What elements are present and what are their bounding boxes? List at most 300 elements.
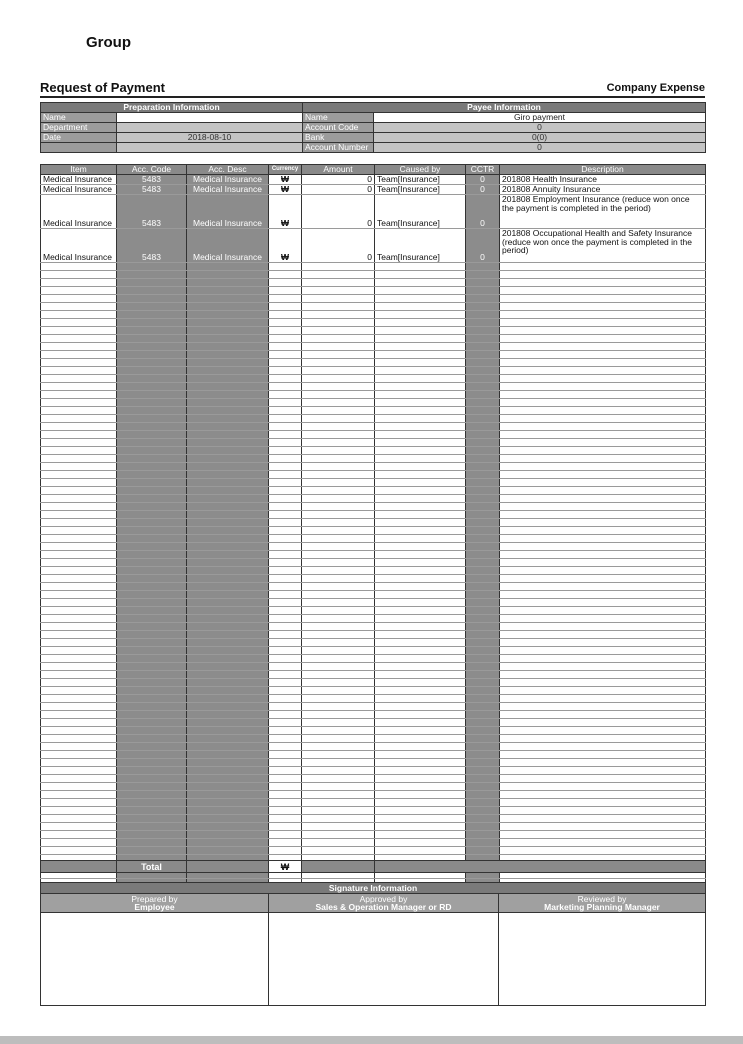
empty-cell	[187, 631, 269, 639]
row-amount: 0	[302, 175, 375, 185]
items-table	[40, 164, 706, 951]
empty-cell	[375, 383, 466, 391]
empty-cell	[117, 815, 187, 823]
empty-cell	[41, 719, 117, 727]
empty-row	[41, 303, 706, 311]
reviewed-by-header	[499, 894, 706, 913]
empty-cell	[269, 679, 302, 687]
empty-row	[41, 671, 706, 679]
empty-cell	[375, 439, 466, 447]
empty-cell	[375, 727, 466, 735]
empty-row	[41, 847, 706, 855]
empty-row	[41, 711, 706, 719]
empty-cell	[466, 295, 500, 303]
empty-cell	[117, 823, 187, 831]
row-acc-code: 5483	[117, 195, 187, 229]
row-cctr: 0	[466, 229, 500, 263]
empty-cell	[187, 535, 269, 543]
empty-cell	[500, 447, 706, 455]
empty-cell	[117, 391, 187, 399]
empty-cell	[500, 407, 706, 415]
empty-row	[41, 383, 706, 391]
empty-cell	[500, 687, 706, 695]
empty-cell	[466, 415, 500, 423]
empty-cell	[375, 319, 466, 327]
empty-cell	[269, 383, 302, 391]
empty-cell	[117, 607, 187, 615]
empty-cell	[187, 383, 269, 391]
empty-cell	[500, 495, 706, 503]
empty-cell	[466, 711, 500, 719]
empty-cell	[41, 639, 117, 647]
empty-cell	[269, 279, 302, 287]
empty-cell	[500, 615, 706, 623]
empty-cell	[117, 839, 187, 847]
empty-cell	[41, 263, 117, 271]
empty-row	[41, 431, 706, 439]
total-currency: ₩	[269, 861, 302, 873]
empty-cell	[187, 663, 269, 671]
empty-cell	[466, 615, 500, 623]
empty-cell	[41, 311, 117, 319]
row-item: Medical Insurance	[41, 195, 117, 229]
row-description: 201808 Health Insurance	[500, 175, 706, 185]
row-acc-desc: Medical Insurance	[187, 195, 269, 229]
empty-cell	[466, 831, 500, 839]
empty-cell	[466, 727, 500, 735]
empty-cell	[466, 391, 500, 399]
empty-cell	[302, 375, 375, 383]
empty-cell	[466, 663, 500, 671]
empty-cell	[500, 599, 706, 607]
empty-cell	[302, 751, 375, 759]
empty-cell	[187, 831, 269, 839]
empty-cell	[41, 631, 117, 639]
empty-cell	[41, 407, 117, 415]
empty-cell	[187, 671, 269, 679]
empty-cell	[117, 807, 187, 815]
empty-cell	[187, 783, 269, 791]
empty-cell	[41, 303, 117, 311]
empty-cell	[466, 695, 500, 703]
empty-cell	[302, 703, 375, 711]
empty-cell	[117, 751, 187, 759]
empty-cell	[500, 399, 706, 407]
empty-cell	[187, 711, 269, 719]
col-currency: Currency	[269, 165, 302, 175]
empty-cell	[500, 791, 706, 799]
empty-cell	[466, 551, 500, 559]
empty-cell	[375, 527, 466, 535]
empty-cell	[41, 367, 117, 375]
row-amount: 0	[302, 185, 375, 195]
empty-cell	[302, 687, 375, 695]
empty-cell	[375, 471, 466, 479]
empty-cell	[41, 551, 117, 559]
empty-cell	[117, 647, 187, 655]
payee-bank-value: 0(0)	[374, 133, 706, 143]
empty-cell	[302, 671, 375, 679]
empty-cell	[187, 719, 269, 727]
empty-row	[41, 271, 706, 279]
empty-cell	[117, 687, 187, 695]
empty-row	[41, 775, 706, 783]
empty-cell	[269, 543, 302, 551]
payee-heading: Payee Information	[303, 103, 706, 113]
empty-cell	[375, 591, 466, 599]
empty-cell	[41, 671, 117, 679]
empty-row	[41, 479, 706, 487]
empty-cell	[466, 455, 500, 463]
empty-cell	[269, 623, 302, 631]
empty-cell	[500, 527, 706, 535]
prepared-by-header	[41, 894, 269, 913]
empty-cell	[375, 671, 466, 679]
empty-cell	[117, 663, 187, 671]
empty-cell	[187, 559, 269, 567]
empty-cell	[187, 263, 269, 271]
prep-department-value	[117, 123, 303, 133]
empty-cell	[466, 375, 500, 383]
empty-cell	[375, 575, 466, 583]
empty-cell	[500, 535, 706, 543]
empty-cell	[302, 447, 375, 455]
empty-cell	[302, 575, 375, 583]
expense-type-label: Company Expense	[606, 82, 705, 94]
empty-cell	[302, 599, 375, 607]
empty-cell	[41, 591, 117, 599]
empty-cell	[302, 567, 375, 575]
empty-cell	[187, 751, 269, 759]
table-row	[41, 175, 706, 185]
empty-cell	[302, 391, 375, 399]
empty-cell	[117, 727, 187, 735]
empty-cell	[187, 703, 269, 711]
empty-cell	[500, 815, 706, 823]
empty-cell	[375, 711, 466, 719]
empty-row	[41, 687, 706, 695]
empty-cell	[302, 495, 375, 503]
reviewed-by-label: Reviewed by	[577, 893, 627, 904]
empty-cell	[500, 743, 706, 751]
empty-cell	[466, 823, 500, 831]
empty-cell	[375, 655, 466, 663]
empty-cell	[302, 663, 375, 671]
empty-cell	[269, 639, 302, 647]
empty-cell	[117, 567, 187, 575]
empty-cell	[187, 591, 269, 599]
empty-cell	[269, 847, 302, 855]
empty-cell	[302, 415, 375, 423]
empty-cell	[117, 583, 187, 591]
empty-row	[41, 583, 706, 591]
empty-cell	[187, 839, 269, 847]
row-item: Medical Insurance	[41, 185, 117, 195]
empty-cell	[269, 759, 302, 767]
empty-row	[41, 703, 706, 711]
empty-cell	[117, 471, 187, 479]
empty-row	[41, 503, 706, 511]
row-description: 201808 Employment Insurance (reduce won once the payment is completed in the period)	[500, 195, 706, 229]
row-description: 201808 Annuity Insurance	[500, 185, 706, 195]
empty-cell	[117, 551, 187, 559]
empty-cell	[117, 775, 187, 783]
empty-cell	[302, 591, 375, 599]
empty-row	[41, 407, 706, 415]
empty-cell	[187, 543, 269, 551]
empty-cell	[117, 599, 187, 607]
empty-cell	[466, 671, 500, 679]
empty-cell	[269, 503, 302, 511]
empty-cell	[500, 719, 706, 727]
row-acc-desc: Medical Insurance	[187, 229, 269, 263]
empty-cell	[500, 383, 706, 391]
empty-row	[41, 495, 706, 503]
empty-cell	[500, 343, 706, 351]
empty-cell	[187, 527, 269, 535]
empty-cell	[375, 815, 466, 823]
empty-cell	[466, 767, 500, 775]
empty-cell	[41, 335, 117, 343]
empty-cell	[269, 655, 302, 663]
empty-cell	[466, 799, 500, 807]
empty-cell	[375, 607, 466, 615]
empty-cell	[302, 559, 375, 567]
empty-row	[41, 615, 706, 623]
empty-cell	[466, 679, 500, 687]
empty-cell	[187, 343, 269, 351]
empty-cell	[269, 647, 302, 655]
row-caused-by: Team[Insurance]	[375, 175, 466, 185]
empty-cell	[302, 823, 375, 831]
empty-cell	[302, 767, 375, 775]
prepared-by-signature-box[interactable]	[41, 913, 269, 1006]
empty-cell	[375, 463, 466, 471]
preparation-heading: Preparation Information	[41, 103, 303, 113]
empty-cell	[302, 479, 375, 487]
empty-cell	[375, 647, 466, 655]
empty-cell	[302, 423, 375, 431]
empty-cell	[500, 519, 706, 527]
empty-cell	[375, 791, 466, 799]
empty-cell	[302, 615, 375, 623]
empty-cell	[302, 295, 375, 303]
empty-cell	[302, 319, 375, 327]
empty-cell	[269, 487, 302, 495]
empty-cell	[269, 359, 302, 367]
empty-cell	[302, 359, 375, 367]
empty-cell	[302, 287, 375, 295]
empty-cell	[117, 671, 187, 679]
empty-cell	[269, 567, 302, 575]
empty-row	[41, 295, 706, 303]
empty-cell	[500, 463, 706, 471]
empty-cell	[269, 695, 302, 703]
empty-cell	[302, 647, 375, 655]
empty-cell	[302, 719, 375, 727]
empty-cell	[117, 431, 187, 439]
empty-cell	[269, 607, 302, 615]
empty-cell	[375, 495, 466, 503]
empty-cell	[269, 703, 302, 711]
payee-account-number-label: Account Number	[303, 143, 374, 153]
empty-cell	[187, 647, 269, 655]
empty-cell	[187, 423, 269, 431]
empty-cell	[269, 271, 302, 279]
approved-by-signature-box[interactable]	[269, 913, 499, 1006]
empty-cell	[187, 479, 269, 487]
empty-cell	[466, 335, 500, 343]
empty-cell	[187, 615, 269, 623]
empty-cell	[41, 703, 117, 711]
empty-cell	[41, 759, 117, 767]
empty-cell	[269, 415, 302, 423]
empty-cell	[500, 727, 706, 735]
empty-cell	[41, 439, 117, 447]
empty-cell	[187, 519, 269, 527]
empty-cell	[41, 607, 117, 615]
empty-cell	[187, 367, 269, 375]
empty-cell	[41, 679, 117, 687]
empty-cell	[466, 639, 500, 647]
empty-cell	[187, 351, 269, 359]
empty-cell	[375, 599, 466, 607]
empty-cell	[117, 479, 187, 487]
empty-cell	[117, 527, 187, 535]
empty-cell	[269, 463, 302, 471]
empty-cell	[302, 503, 375, 511]
empty-row	[41, 487, 706, 495]
empty-cell	[41, 535, 117, 543]
empty-row	[41, 727, 706, 735]
empty-cell	[302, 279, 375, 287]
empty-cell	[466, 751, 500, 759]
empty-cell	[466, 839, 500, 847]
empty-cell	[302, 383, 375, 391]
empty-cell	[187, 679, 269, 687]
empty-cell	[466, 535, 500, 543]
col-caused-by: Caused by	[375, 165, 466, 175]
empty-cell	[187, 447, 269, 455]
empty-cell	[269, 423, 302, 431]
empty-cell	[269, 583, 302, 591]
empty-cell	[302, 791, 375, 799]
empty-cell	[117, 415, 187, 423]
empty-cell	[187, 583, 269, 591]
empty-cell	[187, 375, 269, 383]
empty-cell	[269, 375, 302, 383]
scan-edge-bar	[0, 1036, 743, 1044]
row-currency: ₩	[269, 175, 302, 185]
empty-cell	[41, 647, 117, 655]
empty-cell	[117, 399, 187, 407]
empty-cell	[41, 695, 117, 703]
table-row	[41, 229, 706, 263]
empty-cell	[269, 559, 302, 567]
empty-cell	[117, 559, 187, 567]
empty-cell	[466, 647, 500, 655]
empty-cell	[41, 271, 117, 279]
empty-cell	[269, 535, 302, 543]
empty-cell	[117, 263, 187, 271]
empty-cell	[41, 687, 117, 695]
empty-row	[41, 279, 706, 287]
empty-cell	[466, 743, 500, 751]
empty-cell	[466, 319, 500, 327]
empty-cell	[117, 679, 187, 687]
empty-cell	[466, 527, 500, 535]
empty-cell	[41, 327, 117, 335]
empty-cell	[269, 815, 302, 823]
empty-cell	[466, 359, 500, 367]
empty-cell	[500, 359, 706, 367]
empty-cell	[41, 519, 117, 527]
empty-cell	[500, 311, 706, 319]
empty-cell	[466, 503, 500, 511]
empty-cell	[41, 847, 117, 855]
empty-cell	[41, 503, 117, 511]
empty-cell	[269, 319, 302, 327]
empty-cell	[41, 727, 117, 735]
empty-cell	[500, 807, 706, 815]
empty-cell	[500, 551, 706, 559]
empty-row	[41, 567, 706, 575]
empty-cell	[41, 375, 117, 383]
empty-cell	[187, 735, 269, 743]
empty-cell	[41, 343, 117, 351]
empty-row	[41, 511, 706, 519]
approved-by-header	[269, 894, 499, 913]
empty-cell	[375, 719, 466, 727]
empty-cell	[500, 423, 706, 431]
prep-name-value	[117, 113, 303, 123]
empty-cell	[302, 607, 375, 615]
empty-row	[41, 759, 706, 767]
row-acc-code: 5483	[117, 185, 187, 195]
payee-account-code-label: Account Code	[303, 123, 374, 133]
empty-cell	[302, 271, 375, 279]
empty-cell	[269, 455, 302, 463]
empty-cell	[302, 455, 375, 463]
empty-cell	[375, 703, 466, 711]
empty-row	[41, 391, 706, 399]
empty-row	[41, 839, 706, 847]
row-currency: ₩	[269, 195, 302, 229]
empty-cell	[269, 303, 302, 311]
empty-cell	[269, 743, 302, 751]
empty-row	[41, 311, 706, 319]
empty-cell	[41, 567, 117, 575]
empty-cell	[117, 543, 187, 551]
empty-cell	[500, 647, 706, 655]
empty-cell	[269, 775, 302, 783]
empty-row	[41, 815, 706, 823]
empty-cell	[375, 367, 466, 375]
empty-cell	[500, 351, 706, 359]
empty-cell	[187, 359, 269, 367]
empty-cell	[269, 807, 302, 815]
empty-cell	[466, 287, 500, 295]
empty-cell	[302, 727, 375, 735]
empty-cell	[187, 775, 269, 783]
empty-cell	[187, 687, 269, 695]
empty-cell	[41, 423, 117, 431]
title-underline	[40, 96, 705, 98]
empty-cell	[41, 279, 117, 287]
empty-cell	[466, 263, 500, 271]
reviewed-by-signature-box[interactable]	[499, 913, 706, 1006]
empty-cell	[41, 575, 117, 583]
